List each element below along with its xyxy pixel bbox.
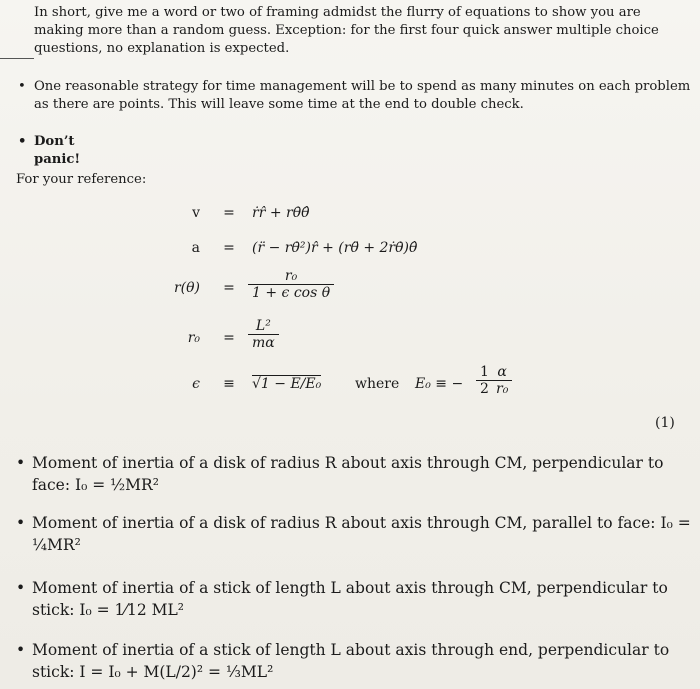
eq-rhs <box>248 318 279 351</box>
bullet-dot: • <box>18 134 27 149</box>
reference-heading: For your reference: <box>16 172 147 187</box>
eq-rhs: ṙr̂ + rθ̇θ̂ <box>252 205 310 221</box>
eq-operator: = <box>223 205 235 221</box>
eq-operator: = <box>223 330 235 346</box>
intro-paragraph: In short, give me a word or two of framing admidst the flurry of equations to show you are making more than a random guess. Exception: for the first four quick answer multiple choice questions, no explanation is expected. <box>34 5 659 56</box>
eq-lhs: r(θ) <box>173 280 200 296</box>
eq-rhs <box>248 268 334 301</box>
moment-text: Moment of inertia of a stick of length L about axis through CM, perpendicular to stick: I₀ = 1⁄12 ML² <box>32 579 668 619</box>
bullet-dot: • <box>18 79 26 94</box>
fraction <box>476 364 493 397</box>
bullet-dot: • <box>16 454 26 472</box>
eq-e0-definition: E₀ ≡ − <box>415 376 464 392</box>
bullet-dot: • <box>16 514 26 532</box>
tip-text: Don’t panic! <box>34 134 81 167</box>
eq-operator: ≡ <box>223 376 235 392</box>
moment-text: Moment of inertia of a stick of length L about axis through end, perpendicular to stick: I = I₀ + M(L/2)² = ⅓ML² <box>32 641 670 681</box>
fraction <box>248 318 279 351</box>
eq-lhs: a <box>191 240 200 256</box>
eq-lhs: r₀ <box>187 330 200 346</box>
margin-rule <box>0 58 34 59</box>
tip-text: One reasonable strategy for time management will be to spend as many minutes on each problem as there are points. This will leave some time at the end to double check. <box>34 79 691 112</box>
fraction-numerator: r₀ <box>284 268 298 284</box>
equation-number: (1) <box>655 415 675 431</box>
eq-rhs: (r̈ − rθ̇²)r̂ + (rθ̈ + 2ṙθ̇)θ̂ <box>252 240 418 256</box>
eq-alpha-fraction <box>492 364 512 397</box>
fraction-numerator: α <box>497 364 507 380</box>
eq-lhs: ϵ <box>192 376 200 392</box>
fraction-denominator: 1 + ϵ cos θ <box>248 284 334 301</box>
eq-where: where <box>355 376 400 392</box>
fraction-denominator: r₀ <box>492 380 512 397</box>
eq-lhs: v <box>192 205 200 221</box>
fraction-denominator: mα <box>248 334 279 351</box>
fraction <box>492 364 512 397</box>
eq-operator: = <box>223 240 235 256</box>
eq-rhs-sqrt <box>252 376 321 392</box>
bullet-dot: • <box>16 579 26 597</box>
bullet-dot: • <box>16 641 26 659</box>
eq-operator: = <box>223 280 235 296</box>
moment-text: Moment of inertia of a disk of radius R about axis through CM, perpendicular to face: I₀ = ½MR² <box>32 454 664 494</box>
eq-half-fraction <box>476 364 493 397</box>
fraction-numerator: 1 <box>480 364 489 380</box>
fraction <box>248 268 334 301</box>
sqrt-expression: √1 − E/E₀ <box>252 376 322 392</box>
fraction-numerator: L² <box>255 318 271 334</box>
moment-text: Moment of inertia of a disk of radius R about axis through CM, parallel to face: I₀ = ¼MR² <box>32 514 691 554</box>
fraction-denominator: 2 <box>476 380 493 397</box>
